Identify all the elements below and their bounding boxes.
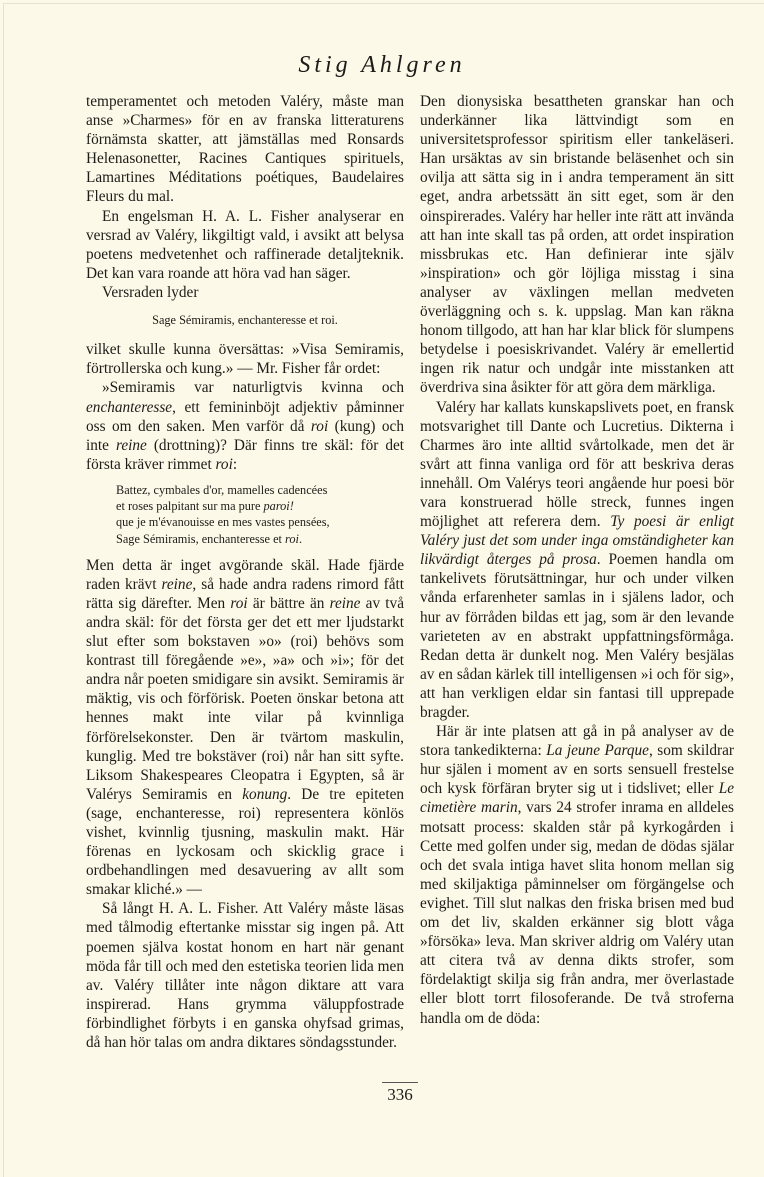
verse-line: Battez, cymbales d'or, mamelles cadencées xyxy=(116,482,328,497)
paragraph: Så långt H. A. L. Fisher. Att Valéry måste läsas med tålmodig eftertanke misstar sig ingen på. Att poemen själva kostat honom en hart när genant möda får till och med den estetiska teorien lida men av. Valéry tillåter inte någon diktare att vara inspirerad. Hans grymma väluppfostrade förbindlighet förbyts i en ganska ohyfsad grimas, då han hör talas om andra diktares söndagsstunder. xyxy=(86,900,404,1052)
left-column xyxy=(86,92,404,1052)
paragraph xyxy=(420,398,734,723)
italic-title: La jeune Parque xyxy=(546,742,649,760)
paragraph xyxy=(86,556,404,900)
italic-term: reine xyxy=(115,436,147,454)
verse-line xyxy=(116,531,404,547)
text-run: . De tre epiteten (sage, enchanteresse, roi) representera könlös vishet, kvinnlig tjusning, maskulin makt. Här förenas en lyckosam och skicklig grace i ordbehandlingen med desavuering av allt som smakar kliché.» — xyxy=(86,785,405,899)
paragraph: Den dionysiska besattheten granskar han och underkänner lika lättvindigt som en universitetsprofessor spiritism eller tankeläseri. Han ursäktas av sin bristande beläsenhet och sin ovilja att sätta sig in i andra temperament än sitt eget, andra arbetssätt än sitt eget, som är den oinspirerades. Valéry har heller inte rätt att invända att han inte skall tas på orden, att ordet inspiration missbrukas etc. Han definierar inte själv »inspiration» och gör löjliga misstag i sina analyser av växlingen mellan medveten överläggning och s. k. uppslag. Man kan räkna honom tillgodo, att han har klar blick för slumpens betydelse i poesiskrivandet. Valéry är emellertid ingen rik natur och undgår inte misstanken att överdriva sina åsikter för att göra dem märkliga. xyxy=(420,93,734,397)
text-run: Men detta är inget avgörande skäl. Hade fjärde raden krävt xyxy=(86,556,404,593)
verse-line xyxy=(116,498,404,514)
text-run: Sage Sémiramis, enchanteresse et xyxy=(116,531,286,546)
italic-term: roi xyxy=(310,417,329,435)
italic-term: paroi! xyxy=(263,499,294,514)
text-run: är bättre än xyxy=(247,594,330,612)
paragraph: vilket skulle kunna översättas: »Visa Semiramis, förtrollerska och kung.» — Mr. Fisher får ordet: xyxy=(86,341,404,378)
text-run: »Semiramis var naturligtvis kvinna och xyxy=(102,379,404,397)
stanza-quote xyxy=(116,482,404,547)
text-run: et roses palpitant sur ma pure xyxy=(116,499,264,514)
verse-line: Sage Sémiramis, enchanteresse et roi. xyxy=(152,313,338,328)
verse-line: que je m'évanouisse en mes vastes pensées, xyxy=(116,515,330,530)
paragraph xyxy=(86,378,404,473)
text-run: Valéry har kallats kunskapslivets poet, en fransk motsvarighet till Dante och Lucretius. Dikterna i Charmes äro inte alltid svårtolkade, men det är svårt att finna vanliga ord för att beskriva deras innehåll. Om Valérys teori angående hur poesi bör vara konstruerad hölle streck, funnes ingen möjlighet att referera dem. xyxy=(420,398,734,531)
text-run: av två andra skäl: för det första ger det ett mer ljudstarkt slut efter som bokstaven »o» (roi) behövs som kontrast till föregående »e», »a» och »i»; för det andra når poeten smidigare sin avsikt. Semiramis är mäktig, vis och förförisk. Poeten önskar betona att hennes makt inte vilar på kvinnliga förförelsekonster. Den är tvärtom maskulin, kunglig. Med tre bokstäver (roi) når han sitt syfte. Liksom Shakespeares Cleopatra i Egypten, så är Valérys Semiramis en xyxy=(86,594,404,803)
text-run: , så hade andra radens rimord fått rätta sig därefter. Men xyxy=(86,575,404,612)
paragraph: Versraden lyder xyxy=(102,283,199,301)
running-head-author: Stig Ahlgren xyxy=(298,52,466,78)
italic-term: reine xyxy=(161,575,193,593)
paragraph: temperamentet och metoden Valéry, måste man anse »Charmes» för en av franska litteraturens förnämsta skatter, att jämställas med Ronsards Helenasonetter, Racines Cantiques spirituels, Lamartines Méditations poétiques, Baudelaires Fleurs du mal. xyxy=(86,93,404,206)
italic-term: roi xyxy=(230,594,248,612)
text-run: , vars 24 strofer inrama en alldeles motsatt process: skalden står på kyrkogården i Cette med golfen under sig, medan de dödas själar och det svala intiga havet slita honom mellan sig med skiljaktiga påminnelser om förgängelse och evighet. Till slut nalkas den friska brisen med bud om det liv, skalden erkänner sig blott våga »försöka» leva. Man skriver aldrig om Valéry utan att citera två av denna dikts strofer, som fördelaktigt skilja sig från andra, mer överlastade eller blott torrt filosoferande. De två stroferna handla om de döda: xyxy=(420,799,734,1027)
text-run: (drottning)? Där finns tre skäl: för det första kräver rimmet xyxy=(86,436,405,473)
right-column xyxy=(420,92,734,1028)
paragraph: En engelsman H. A. L. Fisher analyserar en versrad av Valéry, likgiltigt vald, i avsikt att belysa poetens medvetenhet och raffinerade detaljteknik. Det kan vara roande att höra vad han säger. xyxy=(86,207,404,282)
text-run: : xyxy=(232,455,238,473)
italic-term: roi xyxy=(215,455,233,473)
text-run: , som skildrar hur själen i moment av en sorts sensuell frestelse och kysk förfäran bryter sig ut i tidslivet; eller xyxy=(420,742,734,798)
text-run: . xyxy=(298,531,303,546)
paragraph xyxy=(420,722,734,1028)
text-run: , ett femininböjt adjektiv påminner oss om den saken. Men varför då xyxy=(86,398,404,435)
italic-title: Le cimetière marin xyxy=(420,780,734,817)
italic-emphasis: Ty poesi är enligt Valéry just det som under inga omständigheter kan likvärdigt återges på prosa xyxy=(420,513,734,569)
text-run: Här är inte platsen att gå in på analyser av de stora tankedikterna: xyxy=(420,723,734,760)
text-run: (kung) och inte xyxy=(86,417,404,454)
page-number: 336 xyxy=(382,1082,418,1105)
text-run: . Poemen handla om tankelivets förutsättningar, hur och under vilken vånda erfarenheter samlas in i själens lador, och hur av förråden bildas ett jag, som är den levande varieteten av en abstrakt uppfattningsförmåga. Redan detta är dunkelt nog. Men Valéry besjälas av en sådan kärlek till intelligensen »i och för sig», att han verkligen eldar sin fantasi till upprepade bragder. xyxy=(420,551,734,721)
italic-term: reine xyxy=(329,594,361,612)
italic-term: konung xyxy=(242,785,288,803)
verse-quote xyxy=(86,312,404,328)
italic-term: roi xyxy=(285,531,299,546)
italic-term: enchanteresse xyxy=(86,398,173,416)
